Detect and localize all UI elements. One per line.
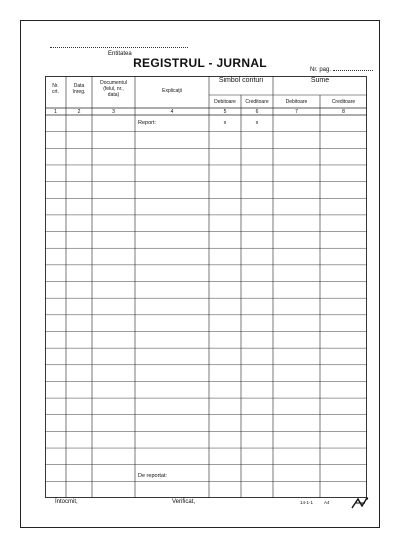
report-debit-mark: x bbox=[223, 120, 227, 126]
journal-table bbox=[45, 76, 367, 498]
column-number-1: 1 bbox=[54, 109, 57, 115]
report-label: Report: bbox=[138, 120, 157, 126]
table-outline bbox=[46, 77, 367, 498]
form-code: 14-1-1 bbox=[300, 500, 314, 505]
carry-forward-label: De reportat: bbox=[138, 473, 168, 479]
report-credit-mark: x bbox=[255, 120, 259, 126]
entity-label: Entitatea bbox=[108, 51, 132, 57]
column-number-7: 7 bbox=[295, 109, 298, 115]
header-account-symbol: Simbol conturi bbox=[218, 77, 264, 84]
page-number-field bbox=[310, 67, 373, 73]
column-number-2: 2 bbox=[77, 109, 81, 115]
header-account-debit: Debitoare bbox=[214, 99, 236, 105]
page-number-label: Nr. pag. bbox=[310, 67, 332, 73]
header-amount-credit: Creditoare bbox=[331, 99, 356, 105]
verified-label: Verificat, bbox=[172, 499, 196, 505]
publisher-logo-icon bbox=[350, 496, 370, 510]
table-grid bbox=[45, 76, 367, 498]
column-number-5: 5 bbox=[223, 109, 227, 115]
page-number-dots bbox=[333, 70, 373, 71]
header-account-credit: Creditoare bbox=[245, 99, 269, 105]
column-number-4: 4 bbox=[170, 109, 174, 115]
form-variant: A4 bbox=[324, 500, 330, 505]
prepared-by-label: Întocmit, bbox=[55, 499, 78, 505]
column-number-3: 3 bbox=[112, 109, 115, 115]
column-number-8: 8 bbox=[342, 109, 345, 115]
form-title: REGISTRUL - JURNAL bbox=[133, 56, 267, 70]
column-number-6: 6 bbox=[255, 109, 259, 115]
header-explanations: Explicaţii bbox=[162, 88, 182, 94]
header-document: Documentul (felul, nr., data) bbox=[100, 80, 127, 98]
header-date: Data înreg. bbox=[72, 83, 86, 95]
header-amount-debit: Debitoare bbox=[285, 99, 308, 105]
header-nr-crt: Nr. crt. bbox=[52, 83, 59, 95]
entity-name-line bbox=[50, 44, 188, 48]
header-amounts: Sume bbox=[310, 77, 330, 84]
